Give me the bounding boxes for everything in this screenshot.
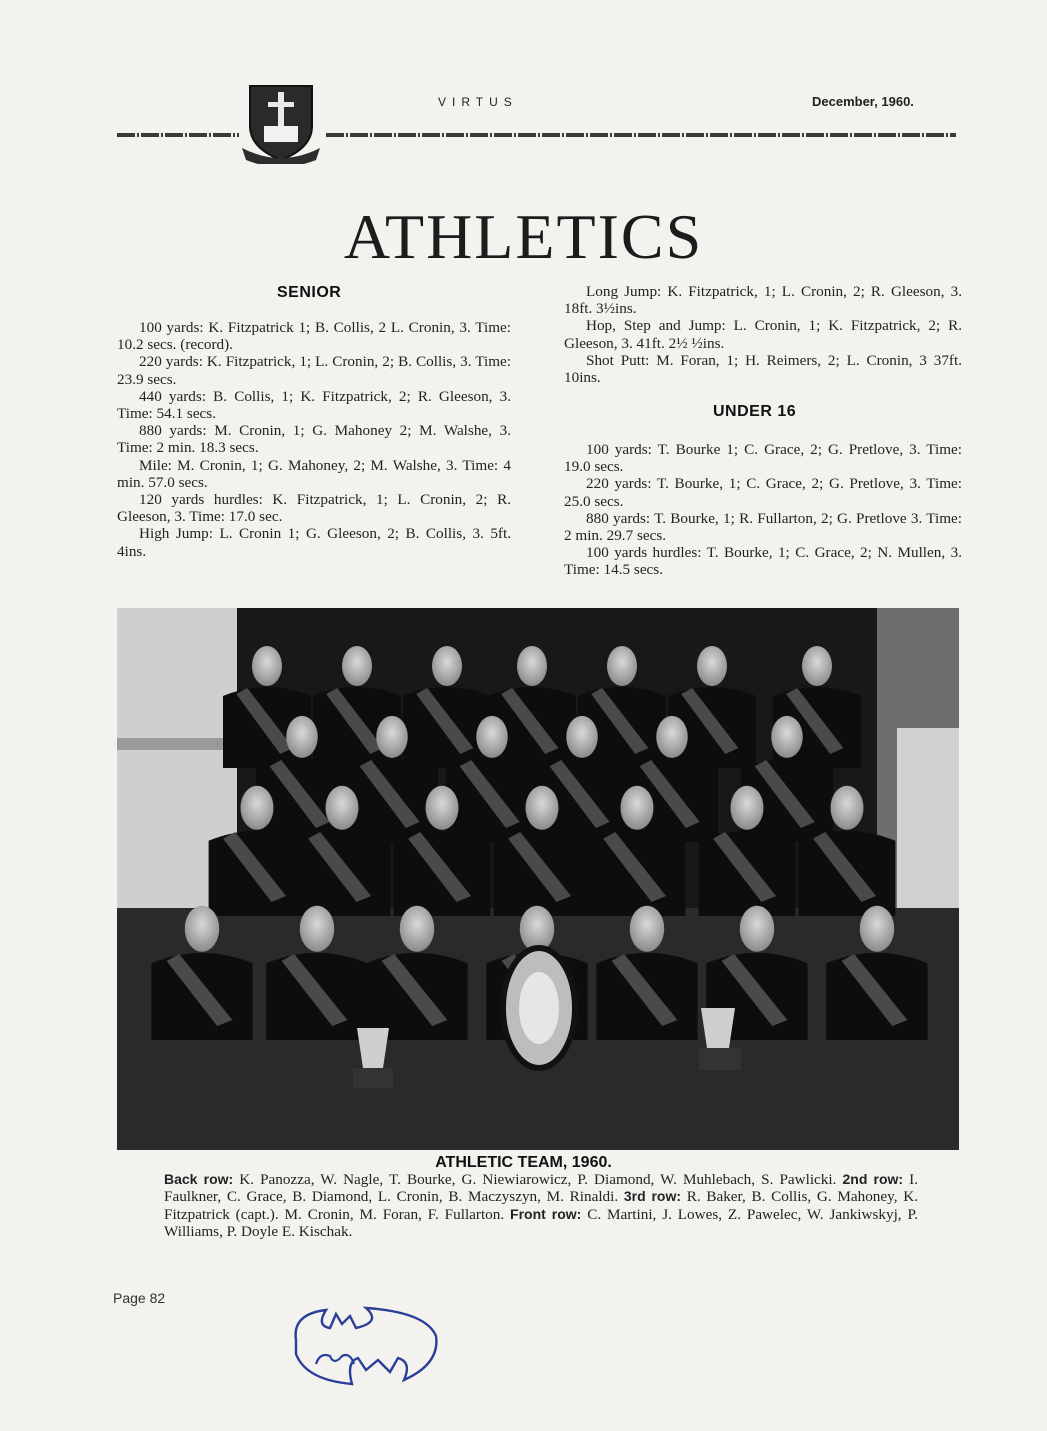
second-row-names: I. Faulkner, C. Grace, B. Diamond, L. Cronin, B. Maczyszyn, M. Rinaldi.	[164, 1171, 919, 1206]
senior-event: 100 yards: K. Fitzpatrick 1; B. Collis, 2 L. Cronin, 3. Time: 10.2 secs. (record).	[117, 319, 511, 354]
senior-results	[117, 319, 511, 560]
photo-caption-title: ATHLETIC TEAM, 1960.	[435, 1154, 612, 1171]
senior-event: Long Jump: K. Fitzpatrick, 1; L. Cronin, 2; R. Gleeson, 3. 18ft. 3½ins.	[564, 283, 962, 318]
senior-results-cont	[564, 283, 962, 386]
senior-event: 440 yards: B. Collis, 1; K. Fitzpatrick, 2; R. Gleeson, 3. Time: 54.1 secs.	[117, 387, 511, 423]
senior-event: Hop, Step and Jump: L. Cronin, 1; K. Fitzpatrick, 2; R. Gleeson, 3. 41ft. 2½ ½ins.	[564, 317, 962, 352]
under16-event: 100 yards: T. Bourke 1; C. Grace, 2; G. Pretlove, 3. Time: 19.0 secs.	[564, 441, 962, 476]
third-row-names: R. Baker, B. Collis, G. Mahoney, K. Fitzpatrick (capt.). M. Cronin, M. Foran, F. Fullarton.	[164, 1188, 918, 1223]
under16-event: 100 yards hurdles: T. Bourke, 1; C. Grace, 2; N. Mullen, 3. Time: 14.5 secs.	[564, 544, 962, 579]
under16-event: 220 yards: T. Bourke, 1; C. Grace, 2; G. Pretlove, 3. Time: 25.0 secs.	[564, 475, 962, 510]
senior-event: High Jump: L. Cronin 1; G. Gleeson, 2; B. Collis, 3. 5ft. 4ins.	[117, 525, 511, 560]
third-row-label: 3rd row:	[623, 1188, 681, 1205]
senior-event: Mile: M. Cronin, 1; G. Mahoney, 2; M. Walshe, 3. Time: 4 min. 57.0 secs.	[117, 456, 511, 491]
under16-event: 880 yards: T. Bourke, 1; R. Fullarton, 2; G. Pretlove 3. Time: 2 min. 29.7 secs.	[564, 509, 962, 545]
magazine-title: VIRTUS	[438, 95, 518, 109]
senior-heading: SENIOR	[277, 284, 342, 301]
page-title: ATHLETICS	[343, 201, 704, 272]
senior-event: Shot Putt: M. Foran, 1; H. Reimers, 2; L. Cronin, 3 37ft. 10ins.	[564, 351, 962, 387]
back-row-names: K. Panozza, W. Nagle, T. Bourke, G. Niewiarowicz, P. Diamond, W. Muhlebach, S. Pawlicki.	[239, 1171, 837, 1188]
school-crest-icon	[242, 82, 320, 164]
team-photo	[117, 608, 959, 1150]
page-number: Page 82	[113, 1290, 166, 1306]
under16-heading: UNDER 16	[713, 403, 797, 420]
back-row-label: Back row:	[164, 1171, 234, 1187]
photo-caption	[164, 1171, 918, 1241]
header-rule-right	[326, 133, 956, 137]
under16-results	[564, 441, 962, 579]
team-photo-image	[117, 608, 959, 1150]
issue-date: December, 1960.	[812, 94, 914, 109]
senior-event: 220 yards: K. Fitzpatrick, 1; L. Cronin, 2; B. Collis, 3. Time: 23.9 secs.	[117, 353, 511, 388]
header-rule-left	[117, 133, 239, 137]
front-row-names: C. Martini, J. Lowes, Z. Pawelec, W. Jankiwskyj, P. Williams, P. Doyle E. Kischak.	[164, 1205, 919, 1241]
bat-signature-drawing	[286, 1304, 442, 1394]
front-row-label: Front row:	[510, 1205, 582, 1222]
senior-event: 120 yards hurdles: K. Fitzpatrick, 1; L. Cronin, 2; R. Gleeson, 3. Time: 17.0 sec.	[117, 491, 511, 526]
second-row-label: 2nd row:	[842, 1171, 904, 1187]
senior-event: 880 yards: M. Cronin, 1; G. Mahoney 2; M. Walshe, 3. Time: 2 min. 18.3 secs.	[117, 422, 511, 457]
